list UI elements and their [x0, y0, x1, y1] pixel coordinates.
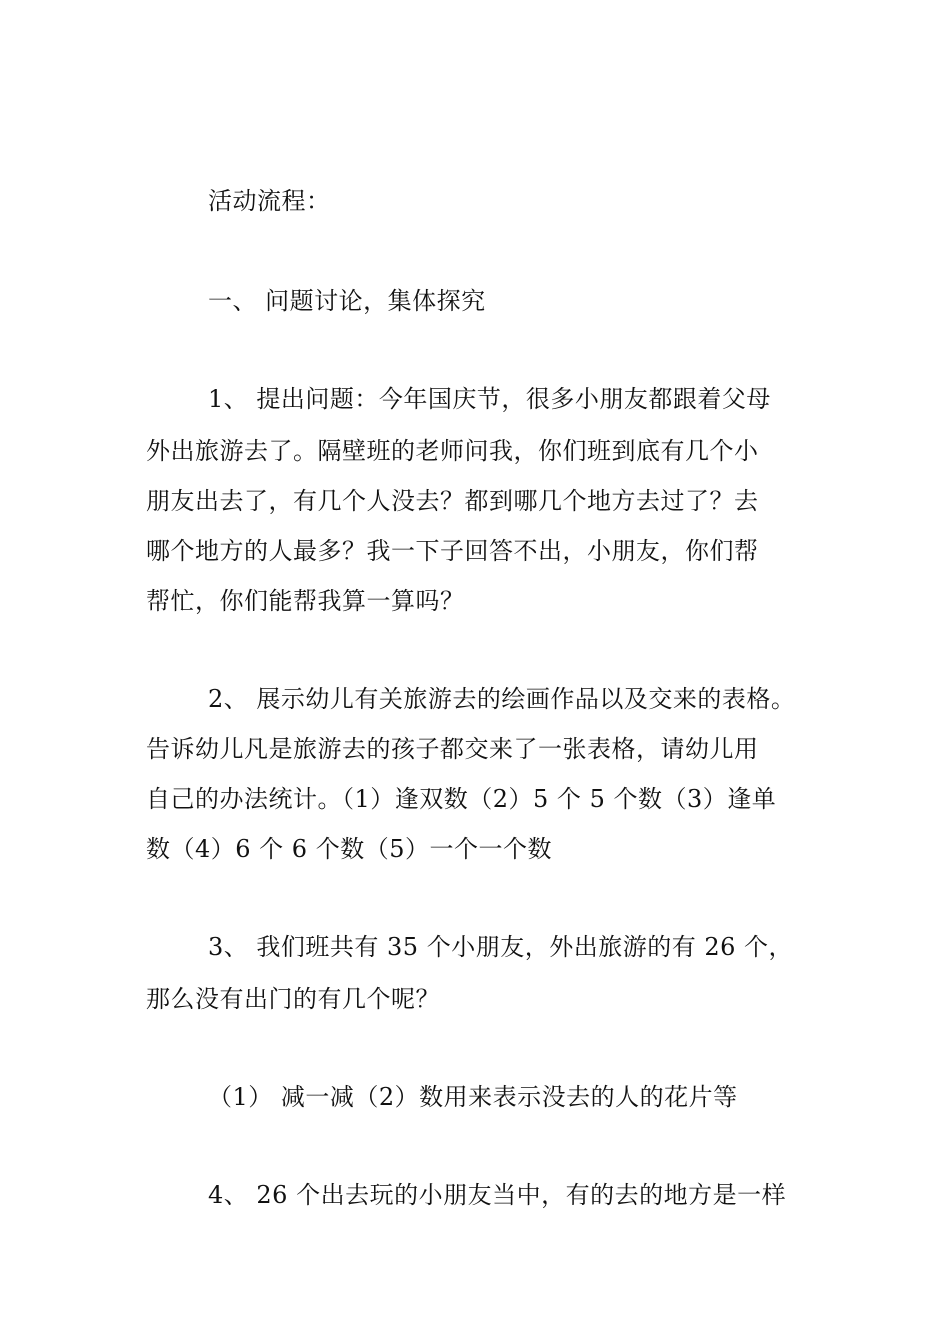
- item1-line-4: 哪个地方的人最多？我一下子回答不出，小朋友，你们帮: [146, 537, 759, 565]
- item1-line-2: 外出旅游去了。隔壁班的老师问我，你们班到底有几个小: [146, 437, 759, 465]
- item1-line-3: 朋友出去了，有几个人没去？都到哪几个地方去过了？去: [146, 487, 759, 515]
- item1-line-5: 帮忙，你们能帮我算一算吗？: [146, 587, 465, 615]
- item2-line-4: 数（4）6 个 6 个数（5）一个一个数: [146, 835, 552, 863]
- item2-line-2: 告诉幼儿凡是旅游去的孩子都交来了一张表格，请幼儿用: [146, 735, 759, 763]
- item3-line-2: 那么没有出门的有几个呢？: [146, 985, 440, 1013]
- heading-activity-process: 活动流程：: [208, 187, 331, 215]
- item4-line-1: 4、 26 个出去玩的小朋友当中，有的去的地方是一样: [208, 1181, 787, 1209]
- item3-line-1: 3、 我们班共有 35 个小朋友，外出旅游的有 26 个，: [208, 933, 793, 961]
- item2-line-1: 2、 展示幼儿有关旅游去的绘画作品以及交来的表格。: [208, 685, 796, 713]
- section-title: 一、 问题讨论，集体探究: [208, 287, 486, 315]
- item3-sub-line: （1） 减一减（2）数用来表示没去的人的花片等: [208, 1083, 738, 1111]
- item2-line-3: 自己的办法统计。（1）逢双数（2）5 个 5 个数（3）逢单: [146, 785, 777, 813]
- item1-line-1: 1、 提出问题：今年国庆节，很多小朋友都跟着父母: [208, 385, 771, 413]
